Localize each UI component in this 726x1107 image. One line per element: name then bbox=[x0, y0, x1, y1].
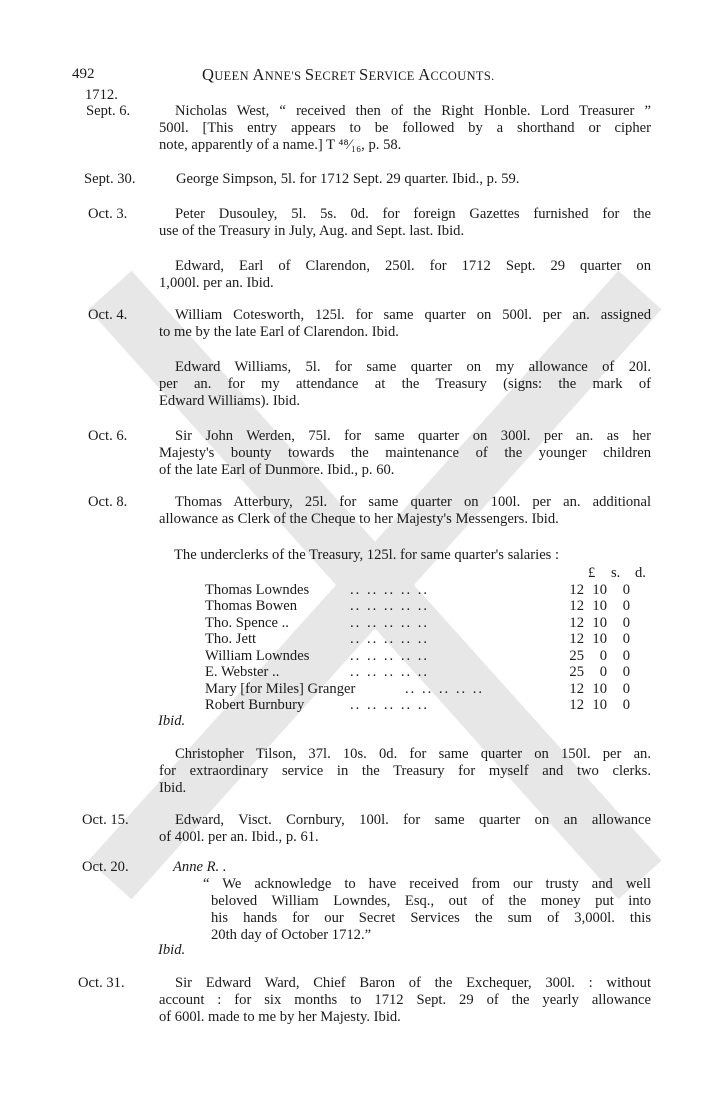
running-title: QUEEN ANNE'S SECRET SERVICE ACCOUNTS. bbox=[202, 65, 495, 84]
entry-text: Edward, Earl of Clarendon, 250l. for 1712 Sept. 29 quarter on 1,000l. per an. Ibid. bbox=[159, 258, 651, 291]
entry-text: William Cotesworth, 125l. for same quarter on 500l. per an. assigned to me by the late Earl of Clarendon. Ibid. bbox=[159, 307, 651, 340]
table-row: Thomas Bowen .. .. .. .. .. 12 10 0 bbox=[205, 598, 630, 614]
table-row: Thomas Lowndes .. .. .. .. .. 12 10 0 bbox=[205, 582, 630, 598]
table-row: E. Webster .. .. .. .. .. .. 25 0 0 bbox=[205, 664, 630, 680]
entry-date: Oct. 6. bbox=[88, 428, 128, 444]
entry-text: Christopher Tilson, 37l. 10s. 0d. for same quarter on 150l. per an. for extraordinary service in the Treasury for myself and two clerks. Ibid. bbox=[159, 746, 651, 796]
table-row: Tho. Jett .. .. .. .. .. 12 10 0 bbox=[205, 631, 630, 647]
entry-date: Oct. 20. bbox=[82, 859, 129, 875]
entry-text: Peter Dusouley, 5l. 5s. 0d. for foreign Gazettes furnished for the use of the Treasury in July, Aug. and Sept. last. Ibid. bbox=[159, 206, 651, 239]
table-row: Mary [for Miles] Granger .. .. .. .. .. 12 10 0 bbox=[205, 681, 630, 697]
table-row: Tho. Spence .. .. .. .. .. .. 12 10 0 bbox=[205, 615, 630, 631]
entry-date: Sept. 30. bbox=[84, 171, 136, 187]
entry-text: Thomas Atterbury, 25l. for same quarter on 100l. per an. additional allowance as Clerk of the Cheque to her Majesty's Messengers. Ibid. bbox=[159, 494, 651, 527]
entry-date: Oct. 3. bbox=[88, 206, 128, 222]
royal-signature: Anne R. . bbox=[173, 859, 227, 875]
entry-date: Oct. 8. bbox=[88, 494, 128, 510]
pounds-header: £ bbox=[588, 565, 596, 581]
underclerks-heading: The underclerks of the Treasury, 125l. for same quarter's salaries : bbox=[174, 547, 560, 563]
table-row: Robert Burnbury .. .. .. .. .. 12 10 0 bbox=[205, 697, 630, 713]
entry-text: Edward Williams, 5l. for same quarter on my allowance of 20l. per an. for my attendance at the Treasury (signs: the mark of Edward Williams). Ibid. bbox=[159, 359, 651, 409]
entry-date: Oct. 15. bbox=[82, 812, 129, 828]
page-header bbox=[72, 66, 652, 86]
royal-acknowledgement-quote: “ We acknowledge to have received from our trusty and well beloved William Lowndes, Esq., out of the money put into his hands for our Secret Services the sum of 3,000l. this 20th day of October 1712.” bbox=[203, 876, 651, 943]
table-ibid: Ibid. bbox=[158, 713, 186, 729]
entry-date: Oct. 31. bbox=[78, 975, 125, 991]
entry-date: Sept. 6. bbox=[86, 103, 131, 119]
entry-text: Sir John Werden, 75l. for same quarter on 300l. per an. as her Majesty's bounty towards the maintenance of the younger children of the late Earl of Dunmore. Ibid., p. 60. bbox=[159, 428, 651, 478]
shillings-header: s. bbox=[611, 565, 621, 581]
entry-text: Sir Edward Ward, Chief Baron of the Exchequer, 300l. : without account : for six months to 1712 Sept. 29 of the yearly allowance of 600l. made to me by her Majesty. Ibid. bbox=[159, 975, 651, 1025]
pence-header: d. bbox=[635, 565, 646, 581]
entry-text: George Simpson, 5l. for 1712 Sept. 29 quarter. Ibid., p. 59. bbox=[176, 171, 520, 187]
table-row: William Lowndes .. .. .. .. .. 25 0 0 bbox=[205, 648, 630, 664]
quote-ibid: Ibid. bbox=[158, 942, 186, 958]
year-label: 1712. bbox=[85, 87, 118, 103]
entry-date: Oct. 4. bbox=[88, 307, 128, 323]
entry-text: Edward, Visct. Cornbury, 100l. for same quarter on an allowance of 400l. per an. Ibid., p. 61. bbox=[159, 812, 651, 845]
page-number: 492 bbox=[72, 66, 95, 82]
entry-text: Nicholas West, “ received then of the Right Honble. Lord Treasurer ” 500l. [This entry appears to be followed by a shorthand or cipher note, apparently of a name.] T ⁴⁸⁄₁₆, p. 58. bbox=[159, 103, 651, 153]
